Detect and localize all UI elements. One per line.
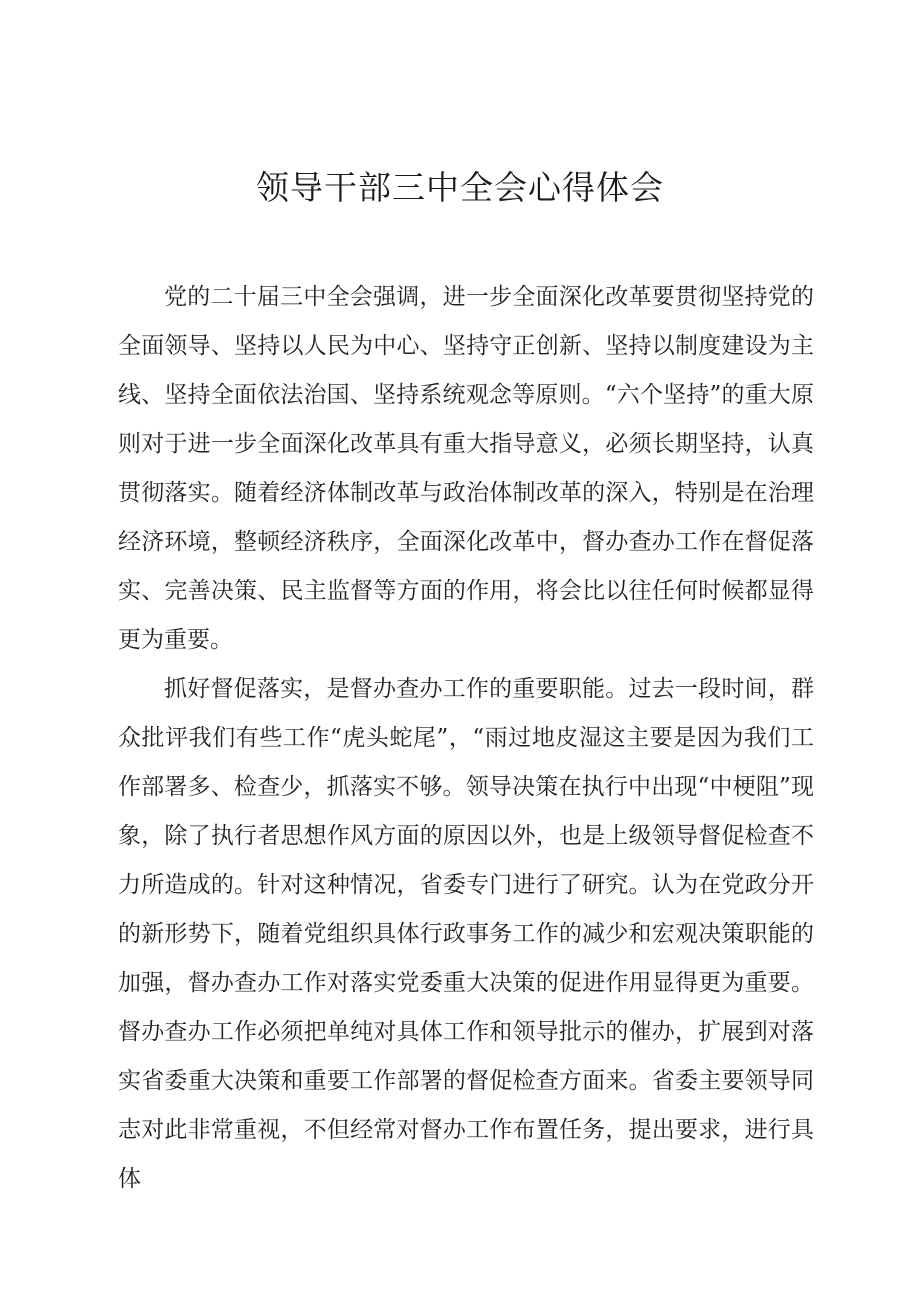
paragraph-1: 党的二十届三中全会强调，进一步全面深化改革要贯彻坚持党的全面领导、坚持以人民为中心、坚持守正创新、坚持以制度建设为主线、坚持全面依法治国、坚持系统观念等原则。“六个坚持”的重大原则对于进一步全面深化改革具有重大指导意义，必须长期坚持，认真贯彻落实。随着经济体制改革与政治体制改革的深入，特别是在治理经济环境，整顿经济秩序，全面深化改革中，督办查办工作在督促落实、完善决策、民主监督等方面的作用，将会比以往任何时候都显得更为重要。 xyxy=(118,284,814,653)
document-title: 领导干部三中全会心得体会 xyxy=(256,168,664,207)
document-body xyxy=(118,273,814,1204)
paragraph-2: 抓好督促落实，是督办查办工作的重要职能。过去一段时间，群众批评我们有些工作“虎头蛇尾”，“雨过地皮湿这主要是因为我们工作部署多、检查少，抓落实不够。领导决策在执行中出现“中梗阻”现象，除了执行者思想作风方面的原因以外，也是上级领导督促检查不力所造成的。针对这种情况，省委专门进行了研究。认为在党政分开的新形势下，随着党组织具体行政事务工作的减少和宏观决策职能的加强，督办查办工作对落实党委重大决策的促进作用显得更为重要。督办查办工作必须把单纯对具体工作和领导批示的催办，扩展到对落实省委重大决策和重要工作部署的督促检查方面来。省委主要领导同志对此非常重视，不但经常对督办工作布置任务，提出要求，进行具体 xyxy=(118,676,814,1192)
